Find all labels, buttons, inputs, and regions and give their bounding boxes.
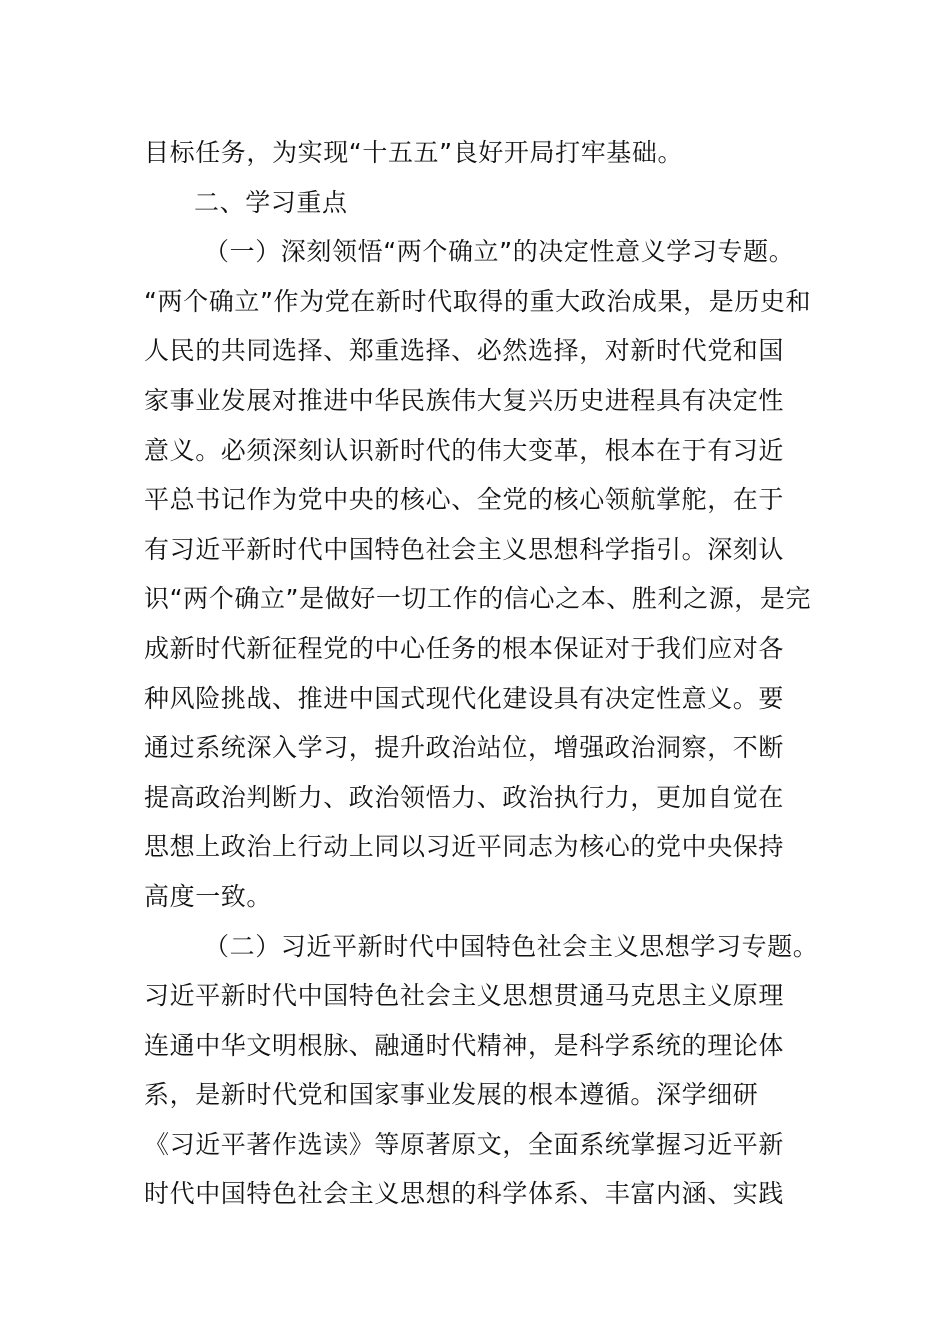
paragraph-line: 家事业发展对推进中华民族伟大复兴历史进程具有决定性 xyxy=(144,385,785,415)
paragraph-line: 识“两个确立”是做好一切工作的信心之本、胜利之源，是完 xyxy=(144,584,812,614)
paragraph-line: 有习近平新时代中国特色社会主义思想科学指引。深刻认 xyxy=(144,534,785,564)
paragraph-line: 种风险挑战、推进中国式现代化建设具有决定性意义。要 xyxy=(144,683,785,713)
paragraph-line: 目标任务，为实现“十五五”良好开局打牢基础。 xyxy=(144,138,684,167)
paragraph-line: 人民的共同选择、郑重选择、必然选择，对新时代党和国 xyxy=(144,336,785,366)
paragraph-line: 《习近平著作选读》等原著原文，全面系统掌握习近平新 xyxy=(144,1129,785,1159)
paragraph-line: 提高政治判断力、政治领悟力、政治执行力，更加自觉在 xyxy=(144,782,785,812)
paragraph-line: 通过系统深入学习，提升政治站位，增强政治洞察，不断 xyxy=(144,733,785,763)
document-body xyxy=(144,128,824,1219)
paragraph-line: 成新时代新征程党的中心任务的根本保证对于我们应对各 xyxy=(144,633,785,663)
paragraph-line: 平总书记作为党中央的核心、全党的核心领航掌舵，在于 xyxy=(144,485,785,515)
subsection-heading: （一）深刻领悟“两个确立”的决定性意义学习专题。 xyxy=(204,237,795,267)
subsection-heading: （二）习近平新时代中国特色社会主义思想学习专题。 xyxy=(204,931,819,961)
paragraph-line: 高度一致。 xyxy=(144,881,273,911)
paragraph-line: “两个确立”作为党在新时代取得的重大政治成果，是历史和 xyxy=(144,286,812,316)
paragraph-line: 连通中华文明根脉、融通时代精神，是科学系统的理论体 xyxy=(144,1030,785,1060)
paragraph-line: 思想上政治上行动上同以习近平同志为核心的党中央保持 xyxy=(144,832,785,862)
paragraph-line: 习近平新时代中国特色社会主义思想贯通马克思主义原理 xyxy=(144,981,785,1011)
section-heading: 二、学习重点 xyxy=(194,187,348,217)
paragraph-line: 时代中国特色社会主义思想的科学体系、丰富内涵、实践 xyxy=(144,1179,785,1209)
paragraph-line: 意义。必须深刻认识新时代的伟大变革，根本在于有习近 xyxy=(144,435,785,465)
paragraph-line: 系，是新时代党和国家事业发展的根本遵循。深学细研 xyxy=(144,1080,759,1110)
